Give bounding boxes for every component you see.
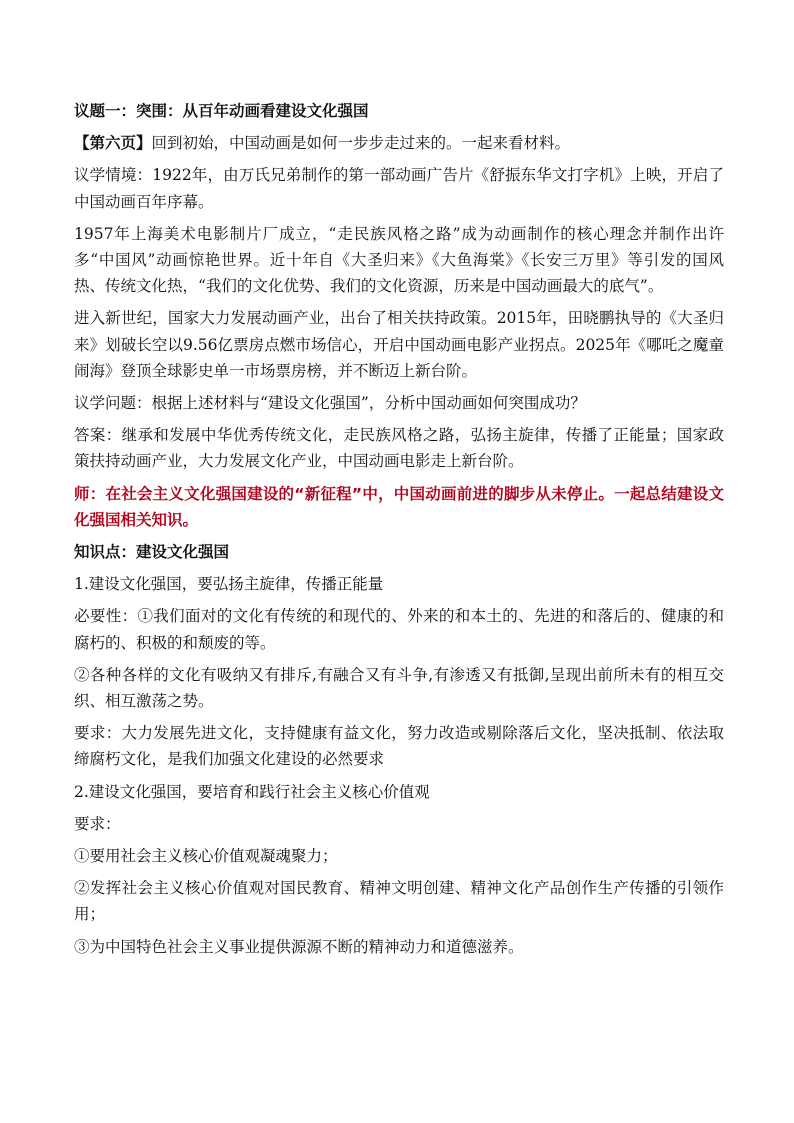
point-1-heading: 1.建设文化强国，要弘扬主旋律，传播正能量 [74,575,384,594]
necessity: 必要性：①我们面对的文化有传统的和现代的、外来的和本土的、先进的和落后的、健康的和腐朽的、积极的和颓废的等。 [74,607,724,652]
point-2-heading: 2.建设文化强国，要培育和践行社会主义核心价值观 [74,782,430,801]
requirement-item-3: ③为中国特色社会主义事业提供源源不断的精神动力和道德滋养。 [74,937,524,956]
document-body [74,98,724,966]
page-intro [74,130,724,156]
paragraph-new-century: 进入新世纪，国家大力发展动画产业，出台了相关扶持政策。2015年，田晓鹏执导的《大圣归来》划破长空以9.56亿票房点燃市场信心，开启中国动画电影产业拐点。2025年《哪吒之魔童闹海》登顶全球影史单一市场票房榜，并不断迈上新台阶。 [74,309,724,380]
intro-text: 回到初始，中国动画是如何一步步走过来的。一起来看材料。 [151,134,571,153]
requirement-item-2: ②发挥社会主义核心价值观对国民教育、精神文明创建、精神文化产品创作生产传播的引领作用； [74,879,724,924]
learning-question: 议学问题：根据上述材料与“建设文化强国”，分析中国动画如何突围成功？ [74,394,586,413]
answer: 答案：继承和发展中华优秀传统文化，走民族风格之路，弘扬主旋律，传播了正能量；国家政策扶持动画产业，大力发展文化产业，中国动画电影走上新台阶。 [74,426,724,471]
page-label: 【第六页】 [74,134,152,153]
topic-title: 议题一：突围：从百年动画看建设文化强国 [74,102,369,120]
requirement-label: 要求： [74,814,121,833]
teacher-remark: 师：在社会主义文化强国建设的“新征程”中，中国动画前进的脚步从未停止。一起总结建设文化强国相关知识。 [74,484,724,529]
knowledge-title: 知识点：建设文化强国 [74,543,230,562]
paragraph-1957: 1957年上海美术电影制片厂成立，“走民族风格之路”成为动画制作的核心理念并制作出许多“中国风”动画惊艳世界。近十年自《大圣归来》《大鱼海棠》《长安三万里》等引发的国风热、传统文化热，“我们的文化优势、我们的文化资源，历来是中国动画最大的底气”。 [74,224,724,296]
requirement-item-1: ①要用社会主义核心价值观凝魂聚力； [74,847,338,866]
culture-diversity: ②各种各样的文化有吸纳又有排斥,有融合又有斗争,有渗透又有抵御,呈现出前所未有的相互交织、相互激荡之势。 [74,665,724,711]
requirement-1: 要求：大力发展先进文化，支持健康有益文化，努力改造或剔除落后文化，坚决抵制、依法取缔腐朽文化，是我们加强文化建设的必然要求 [74,724,724,769]
learning-context: 议学情境：1922年，由万氏兄弟制作的第一部动画广告片《舒振东华文打字机》上映，开启了中国动画百年序幕。 [74,166,724,211]
